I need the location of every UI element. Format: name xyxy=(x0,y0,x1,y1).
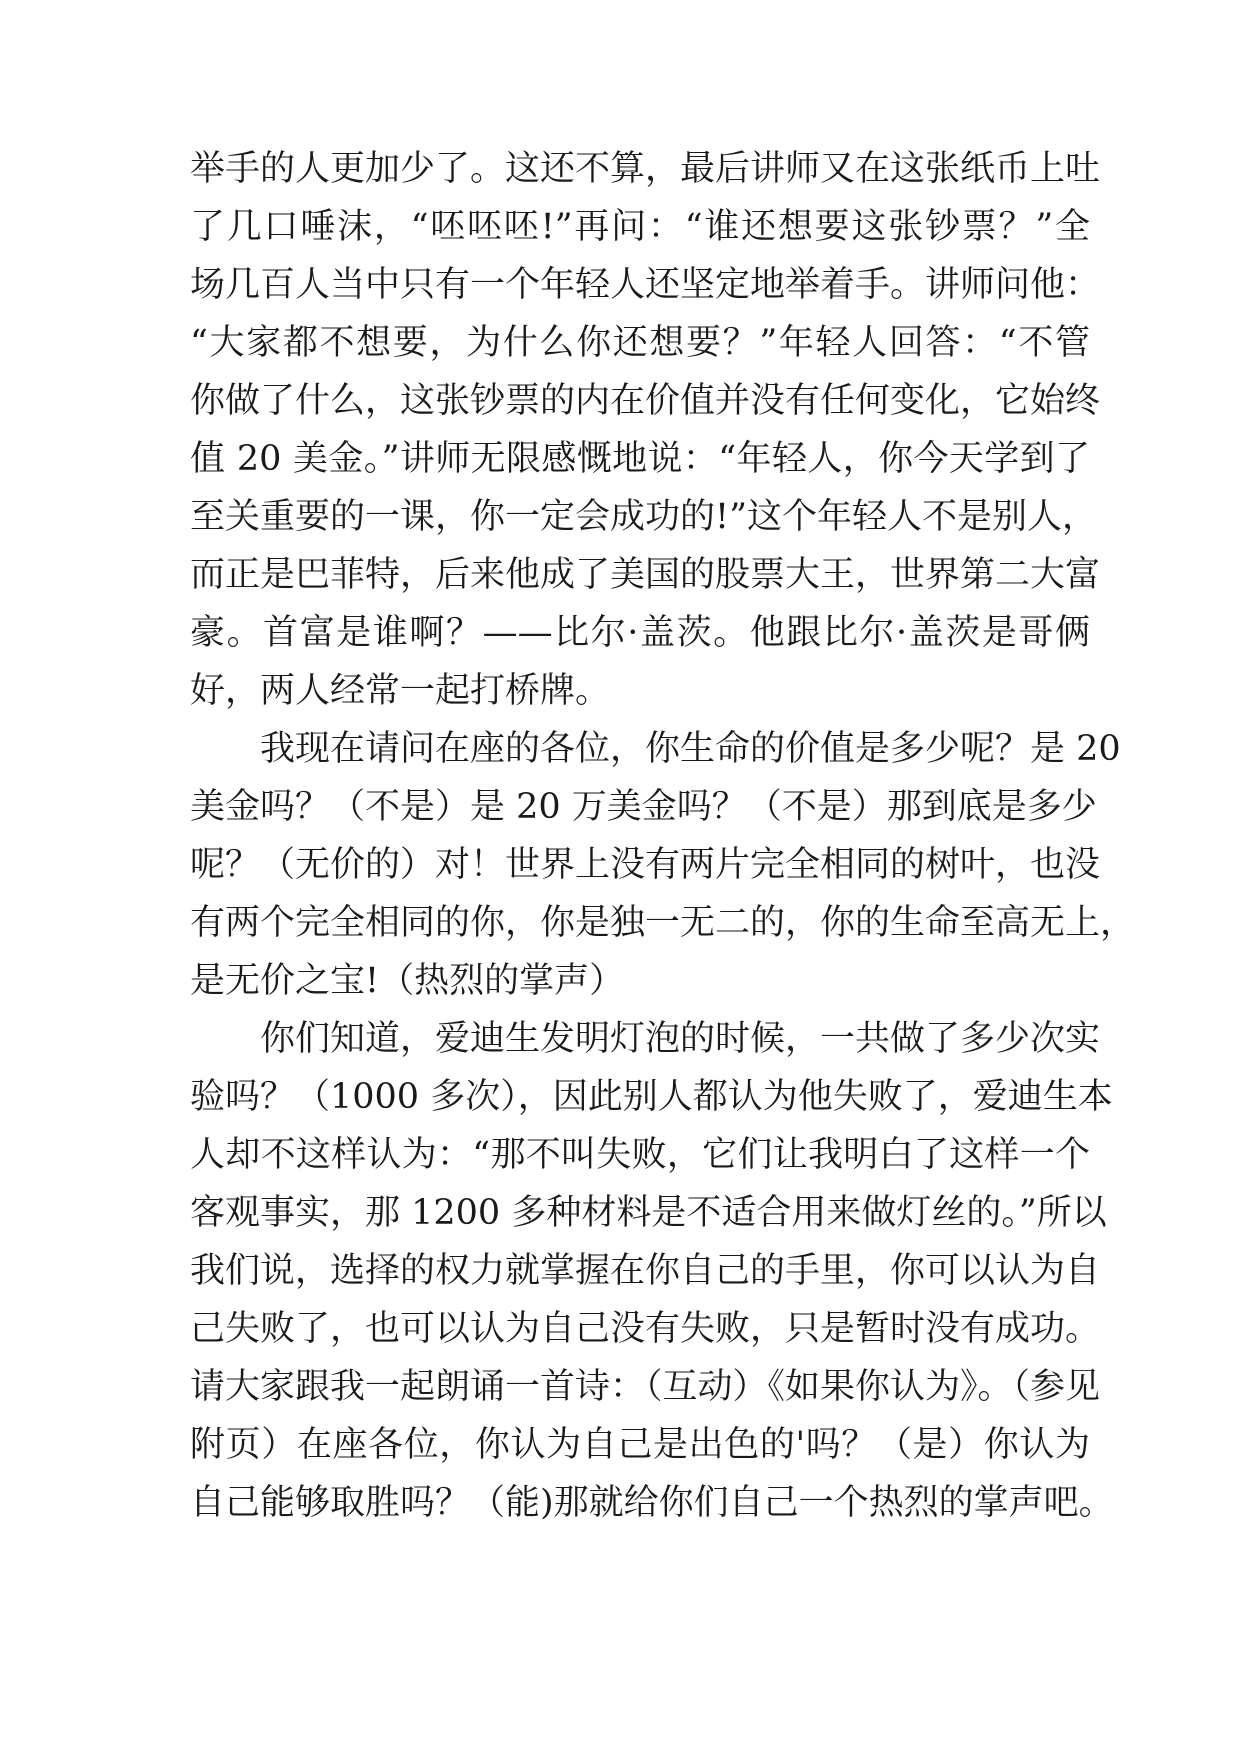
text-line: 场几百人当中只有一个年轻人还坚定地举着手。讲师问他： xyxy=(190,265,1101,305)
text-line: 你做了什么，这张钞票的内在价值并没有任何变化，它始终 xyxy=(190,381,1101,421)
text-line: 是无价之宝!（热烈的掌声） xyxy=(190,961,625,1001)
text-line: 验吗？（1000 多次），因此别人都认为他失败了，爱迪生本 xyxy=(190,1077,1113,1117)
text-line: 豪。首富是谁啊？——比尔·盖茨。他跟比尔·盖茨是哥俩 xyxy=(190,613,1090,653)
text-line: 附页）在座各位，你认为自己是出色的'吗？（是）你认为 xyxy=(190,1425,1090,1465)
text-line: 我现在请问在座的各位，你生命的价值是多少呢？是 20 xyxy=(190,729,1121,769)
text-line: 而正是巴菲特，后来他成了美国的股票大王，世界第二大富 xyxy=(190,555,1101,595)
text-line: 己失败了，也可以认为自己没有失败，只是暂时没有成功。 xyxy=(190,1309,1101,1349)
text-line: 自己能够取胜吗？（能)那就给你们自己一个热烈的掌声吧。 xyxy=(190,1483,1114,1523)
text-line: 了几口唾沫，“呸呸呸!”再问：“谁还想要这张钞票？”全 xyxy=(190,207,1090,247)
text-line: 值 20 美金。”讲师无限感慨地说：“年轻人，你今天学到了 xyxy=(190,439,1090,479)
text-line: 客观事实，那 1200 多种材料是不适合用来做灯丝的。”所以 xyxy=(190,1193,1107,1233)
text-line: 呢？（无价的）对！世界上没有两片完全相同的树叶，也没 xyxy=(190,845,1101,885)
body-text xyxy=(190,140,1136,1532)
text-line: “大家都不想要，为什么你还想要？”年轻人回答：“不管 xyxy=(190,323,1090,363)
text-line: 举手的人更加少了。这还不算，最后讲师又在这张纸币上吐 xyxy=(190,149,1101,189)
text-line: 美金吗？（不是）是 20 万美金吗？（不是）那到底是多少 xyxy=(190,787,1097,827)
text-line: 有两个完全相同的你，你是独一无二的，你的生命至高无上， xyxy=(190,903,1136,943)
text-line: 请大家跟我一起朗诵一首诗：（互动）《如果你认为》。（参见 xyxy=(190,1367,1101,1407)
text-line: 好，两人经常一起打桥牌。 xyxy=(190,671,611,711)
text-line: 你们知道，爱迪生发明灯泡的时候，一共做了多少次实 xyxy=(190,1019,1101,1059)
text-line: 人却不这样认为：“那不叫失败，它们让我明白了这样一个 xyxy=(190,1135,1090,1175)
text-line: 我们说，选择的权力就掌握在你自己的手里，你可以认为自 xyxy=(190,1251,1101,1291)
text-line: 至关重要的一课，你一定会成功的!”这个年轻人不是别人， xyxy=(190,497,1097,537)
